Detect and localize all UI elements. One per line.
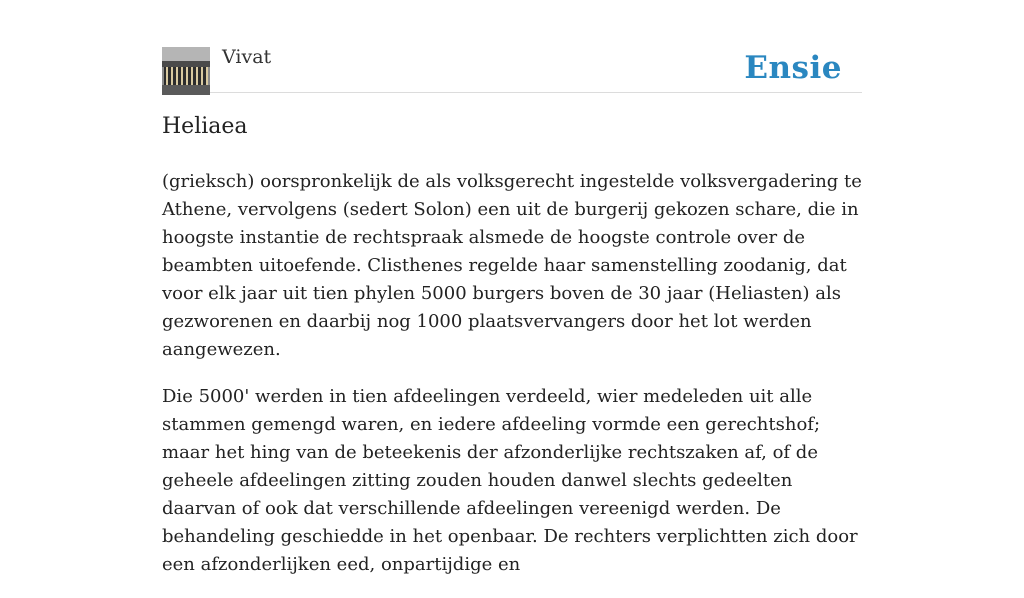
author-name[interactable]: Vivat — [222, 46, 272, 68]
author-avatar[interactable] — [162, 47, 210, 95]
article-paragraph: (grieksch) oorspronkelijk de als volksgerecht ingestelde volksvergadering te Athene, vervolgens (sedert Solon) een uit de burgerij gekozen schare, die in hoogste instantie de rechtspraak alsmede de hoogste controle over de beambten uitoefende. Clisthenes regelde haar samenstelling zoodanig, dat voor elk jaar uit tien phylen 5000 burgers boven de 30 jaar (Heliasten) als gezworenen en daarbij nog 1000 plaatsvervangers door het lot werden aangewezen. — [162, 171, 862, 360]
article-page — [162, 0, 862, 575]
article-header — [162, 44, 862, 93]
article-paragraph: Die 5000' werden in tien afdeelingen verdeeld, wier medeleden uit alle stammen gemengd waren, en iedere afdeeling vormde een gerechtshof; maar het hing van de beteekenis der afzonderlijke rechtszaken af, of de geheele afdeelingen zitting zouden houden danwel slechts gedeelten daarvan of ook dat verschillende afdeelingen vereenigd werden. De behandeling geschiedde in het openbaar. De rechters verplichtten zich door een afzonderlijken eed, onpartijdige en — [162, 386, 858, 575]
article-body — [162, 168, 862, 598]
article-title: Heliaea — [162, 114, 248, 139]
ensie-logo[interactable]: Ensie — [744, 50, 842, 86]
avatar-image — [162, 47, 210, 95]
